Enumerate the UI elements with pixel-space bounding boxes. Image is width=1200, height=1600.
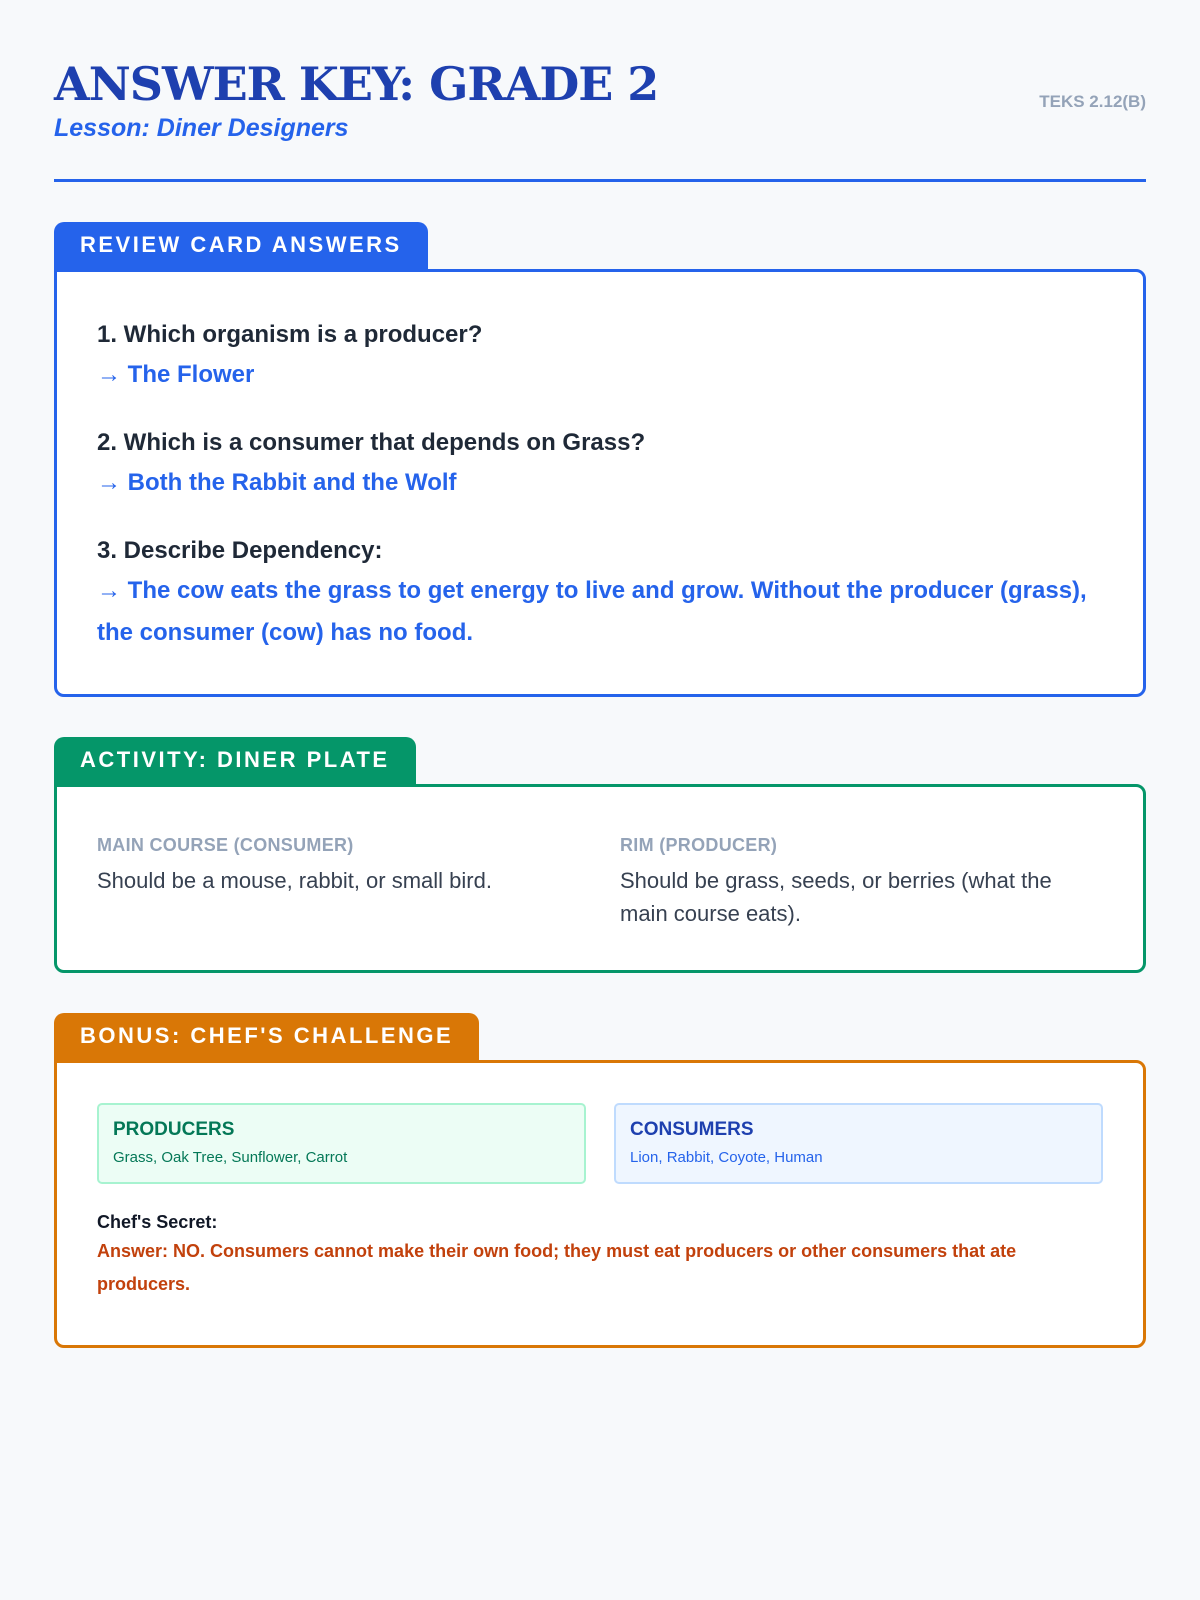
qa-item xyxy=(97,316,1103,396)
page-title: ANSWER KEY: GRADE 2 xyxy=(54,57,659,111)
rim-column xyxy=(620,835,1103,930)
question-2: 2. Which is a consumer that depends on Grass? xyxy=(97,429,646,456)
answer-2: → Both the Rabbit and the Wolf xyxy=(97,469,457,496)
answer-1: → The Flower xyxy=(97,361,255,388)
qa-item xyxy=(97,424,1103,504)
chefs-secret-answer: Answer: NO. Consumers cannot make their own food; they must eat producers or other consumers that ate producers. xyxy=(97,1241,1017,1294)
page-header xyxy=(54,56,1146,182)
rim-text: Should be grass, seeds, or berries (what the main course eats). xyxy=(620,868,1052,926)
main-course-label: MAIN COURSE (CONSUMER) xyxy=(97,835,354,855)
chefs-challenge-box xyxy=(54,1060,1146,1348)
activity-section xyxy=(54,737,1146,973)
lesson-subtitle: Lesson: Diner Designers xyxy=(54,114,349,142)
consumers-title: CONSUMERS xyxy=(630,1119,754,1140)
answer-3: → The cow eats the grass to get energy to live and grow. Without the producer (grass), the consumer (cow) has no food. xyxy=(97,577,1087,646)
qa-item xyxy=(97,532,1103,654)
activity-tab-label: ACTIVITY: DINER PLATE xyxy=(54,737,416,785)
main-course-text: Should be a mouse, rabbit, or small bird. xyxy=(97,868,492,893)
question-1: 1. Which organism is a producer? xyxy=(97,321,483,348)
question-3: 3. Describe Dependency: xyxy=(97,537,383,564)
consumers-card xyxy=(614,1103,1103,1184)
standard-code: TEKS 2.12(B) xyxy=(1039,92,1146,111)
consumers-list: Lion, Rabbit, Coyote, Human xyxy=(630,1149,823,1166)
review-answers-box xyxy=(54,269,1146,697)
producers-list: Grass, Oak Tree, Sunflower, Carrot xyxy=(113,1149,348,1166)
chefs-secret-label: Chef's Secret: xyxy=(97,1212,218,1232)
diner-plate-box xyxy=(54,784,1146,973)
bonus-tab-label: BONUS: CHEF'S CHALLENGE xyxy=(54,1013,479,1061)
bonus-section xyxy=(54,1013,1146,1348)
review-tab-label: REVIEW CARD ANSWERS xyxy=(54,222,428,270)
category-cards xyxy=(97,1103,1103,1184)
main-course-column xyxy=(97,835,580,930)
review-card-section xyxy=(54,222,1146,697)
producers-card xyxy=(97,1103,586,1184)
rim-label: RIM (PRODUCER) xyxy=(620,835,778,855)
producers-title: PRODUCERS xyxy=(113,1119,235,1140)
